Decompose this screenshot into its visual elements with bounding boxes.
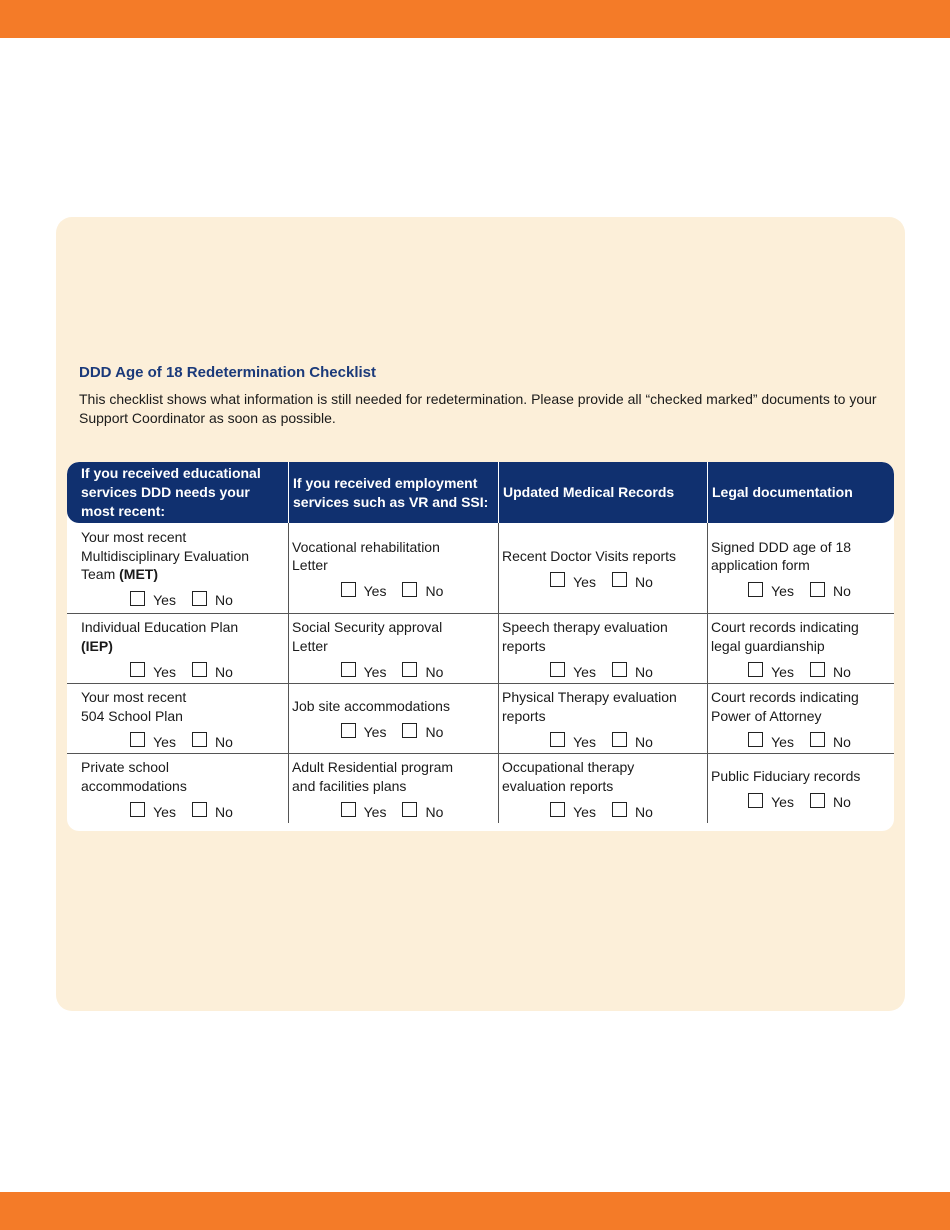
yes-checkbox[interactable] bbox=[550, 572, 565, 587]
yes-label: Yes bbox=[153, 663, 176, 680]
checklist-cell bbox=[498, 523, 707, 613]
checklist-cell bbox=[67, 683, 288, 753]
bottom-accent-bar bbox=[0, 1192, 950, 1230]
no-option[interactable] bbox=[810, 662, 851, 681]
yes-option[interactable] bbox=[341, 582, 387, 601]
yes-option[interactable] bbox=[550, 802, 596, 821]
yes-no-options bbox=[711, 793, 888, 812]
yes-no-options bbox=[81, 591, 282, 610]
no-option[interactable] bbox=[612, 732, 653, 751]
document-label: Your most recent Multidisciplinary Evaluation Team (MET) bbox=[81, 529, 250, 583]
yes-checkbox[interactable] bbox=[550, 662, 565, 677]
checklist-cell bbox=[707, 683, 894, 753]
table-row bbox=[67, 753, 894, 823]
document-label: Public Fiduciary records bbox=[711, 768, 861, 785]
checklist-cell bbox=[67, 753, 288, 823]
yes-label: Yes bbox=[771, 794, 794, 811]
yes-checkbox[interactable] bbox=[130, 591, 145, 606]
no-option[interactable] bbox=[612, 802, 653, 821]
header-medical: Updated Medical Records bbox=[498, 462, 707, 523]
yes-option[interactable] bbox=[748, 582, 794, 601]
checklist-cell bbox=[67, 523, 288, 613]
yes-label: Yes bbox=[153, 803, 176, 820]
no-option[interactable] bbox=[612, 662, 653, 681]
no-label: No bbox=[634, 663, 653, 680]
document-label: Occupational therapy evaluation reports bbox=[502, 759, 635, 794]
document-label: Private school accommodations bbox=[81, 759, 187, 794]
yes-option[interactable] bbox=[550, 572, 596, 591]
checklist-intro: This checklist shows what information is still needed for redetermination. Please provide all “checked marked” documents to your Support Coordinator as soon as possible. bbox=[79, 391, 877, 426]
checklist-title: DDD Age of 18 Redetermination Checklist bbox=[79, 364, 377, 381]
yes-label: Yes bbox=[363, 724, 387, 741]
yes-checkbox[interactable] bbox=[550, 802, 565, 817]
yes-no-options bbox=[502, 662, 701, 681]
yes-checkbox[interactable] bbox=[130, 732, 145, 747]
yes-option[interactable] bbox=[341, 662, 387, 681]
yes-checkbox[interactable] bbox=[341, 582, 356, 597]
table-row bbox=[67, 683, 894, 753]
yes-option[interactable] bbox=[130, 802, 176, 821]
yes-label: Yes bbox=[363, 663, 387, 680]
header-educational: If you received educational services DDD needs your most recent: bbox=[81, 465, 261, 519]
yes-label: Yes bbox=[363, 803, 387, 820]
yes-option[interactable] bbox=[748, 732, 794, 751]
no-checkbox[interactable] bbox=[402, 582, 417, 597]
yes-label: Yes bbox=[153, 733, 176, 750]
yes-label: Yes bbox=[771, 583, 794, 599]
yes-option[interactable] bbox=[748, 793, 794, 812]
document-label: Your most recent 504 School Plan bbox=[81, 689, 187, 724]
yes-option[interactable] bbox=[130, 591, 176, 610]
yes-checkbox[interactable] bbox=[748, 793, 763, 808]
no-checkbox[interactable] bbox=[402, 723, 417, 738]
no-option[interactable] bbox=[402, 582, 443, 601]
document-label: Social Security approval Letter bbox=[292, 619, 443, 654]
checklist-cell bbox=[288, 683, 498, 753]
document-label: Speech therapy evaluation reports bbox=[502, 619, 668, 654]
no-label: No bbox=[425, 663, 444, 680]
yes-no-options bbox=[711, 662, 888, 681]
yes-no-options bbox=[292, 723, 492, 742]
yes-label: Yes bbox=[573, 573, 596, 590]
yes-label: Yes bbox=[153, 592, 176, 609]
no-checkbox[interactable] bbox=[810, 662, 825, 677]
header-legal: Legal documentation bbox=[707, 462, 894, 523]
yes-no-options bbox=[711, 582, 888, 601]
checklist-cell bbox=[67, 613, 288, 683]
table-body bbox=[67, 523, 894, 823]
no-label: No bbox=[214, 733, 233, 750]
no-option[interactable] bbox=[192, 732, 233, 751]
yes-no-options bbox=[292, 582, 492, 601]
document-label: Individual Education Plan (IEP) bbox=[81, 619, 239, 654]
no-label: No bbox=[214, 803, 233, 820]
document-label: Court records indicating Power of Attorney bbox=[711, 689, 859, 724]
yes-no-options bbox=[81, 732, 282, 751]
no-option[interactable] bbox=[612, 572, 653, 591]
no-label: No bbox=[832, 663, 851, 680]
no-label: No bbox=[214, 663, 233, 680]
yes-no-options bbox=[502, 732, 701, 751]
no-label: No bbox=[425, 583, 444, 599]
yes-option[interactable] bbox=[748, 662, 794, 681]
yes-checkbox[interactable] bbox=[341, 662, 356, 677]
yes-checkbox[interactable] bbox=[748, 582, 763, 597]
no-option[interactable] bbox=[192, 802, 233, 821]
table-header bbox=[67, 462, 894, 523]
no-label: No bbox=[425, 803, 444, 820]
yes-option[interactable] bbox=[550, 662, 596, 681]
no-checkbox[interactable] bbox=[612, 732, 627, 747]
yes-checkbox[interactable] bbox=[341, 723, 356, 738]
document-label: Adult Residential program and facilities plans bbox=[292, 759, 454, 794]
checklist-cell bbox=[707, 613, 894, 683]
document-label: Job site accommodations bbox=[292, 698, 450, 715]
checklist-cell bbox=[288, 613, 498, 683]
no-label: No bbox=[425, 724, 444, 741]
table-row bbox=[67, 523, 894, 613]
yes-option[interactable] bbox=[130, 662, 176, 681]
yes-no-options bbox=[81, 802, 282, 821]
checklist-cell bbox=[498, 613, 707, 683]
yes-no-options bbox=[711, 732, 888, 751]
checklist-cell bbox=[498, 683, 707, 753]
yes-no-options bbox=[81, 662, 282, 681]
no-checkbox[interactable] bbox=[192, 591, 207, 606]
document-label: Signed DDD age of 18 application form bbox=[711, 538, 852, 573]
no-option[interactable] bbox=[810, 793, 851, 812]
no-label: No bbox=[634, 573, 653, 590]
yes-label: Yes bbox=[573, 803, 596, 820]
yes-checkbox[interactable] bbox=[130, 802, 145, 817]
yes-label: Yes bbox=[363, 583, 387, 599]
yes-option[interactable] bbox=[341, 723, 387, 742]
yes-no-options bbox=[502, 802, 701, 821]
no-checkbox[interactable] bbox=[810, 732, 825, 747]
yes-no-options bbox=[292, 802, 492, 821]
no-checkbox[interactable] bbox=[402, 662, 417, 677]
document-label: Vocational rehabilitation Letter bbox=[292, 538, 440, 573]
no-label: No bbox=[832, 794, 851, 811]
no-option[interactable] bbox=[192, 662, 233, 681]
yes-option[interactable] bbox=[550, 732, 596, 751]
no-option[interactable] bbox=[402, 723, 443, 742]
no-checkbox[interactable] bbox=[810, 793, 825, 808]
yes-checkbox[interactable] bbox=[748, 662, 763, 677]
no-label: No bbox=[832, 583, 851, 599]
no-checkbox[interactable] bbox=[192, 662, 207, 677]
yes-option[interactable] bbox=[130, 732, 176, 751]
yes-checkbox[interactable] bbox=[130, 662, 145, 677]
checklist-cell bbox=[707, 523, 894, 613]
yes-checkbox[interactable] bbox=[550, 732, 565, 747]
document-label: Physical Therapy evaluation reports bbox=[502, 689, 677, 724]
yes-checkbox[interactable] bbox=[748, 732, 763, 747]
no-option[interactable] bbox=[810, 732, 851, 751]
no-checkbox[interactable] bbox=[192, 802, 207, 817]
yes-checkbox[interactable] bbox=[341, 802, 356, 817]
yes-no-options bbox=[502, 572, 701, 591]
yes-label: Yes bbox=[573, 733, 596, 750]
top-accent-bar bbox=[0, 0, 950, 38]
checklist-cell bbox=[707, 753, 894, 823]
table-row bbox=[67, 613, 894, 683]
document-label: Court records indicating legal guardianship bbox=[711, 619, 859, 654]
no-label: No bbox=[832, 733, 851, 750]
no-option[interactable] bbox=[192, 591, 233, 610]
no-checkbox[interactable] bbox=[612, 662, 627, 677]
no-option[interactable] bbox=[810, 582, 851, 601]
header-employment: If you received employment services such as VR and SSI: bbox=[288, 462, 498, 523]
no-checkbox[interactable] bbox=[402, 802, 417, 817]
no-label: No bbox=[634, 803, 653, 820]
checklist-cell bbox=[288, 753, 498, 823]
no-checkbox[interactable] bbox=[612, 572, 627, 587]
no-label: No bbox=[634, 733, 653, 750]
yes-option[interactable] bbox=[341, 802, 387, 821]
yes-label: Yes bbox=[771, 733, 794, 750]
no-option[interactable] bbox=[402, 802, 443, 821]
no-checkbox[interactable] bbox=[192, 732, 207, 747]
no-option[interactable] bbox=[402, 662, 443, 681]
yes-label: Yes bbox=[573, 663, 596, 680]
yes-no-options bbox=[292, 662, 492, 681]
checklist-cell bbox=[288, 523, 498, 613]
checklist-table bbox=[67, 462, 894, 831]
checklist-cell bbox=[498, 753, 707, 823]
document-label: Recent Doctor Visits reports bbox=[502, 547, 677, 564]
no-label: No bbox=[214, 592, 233, 609]
no-checkbox[interactable] bbox=[612, 802, 627, 817]
no-checkbox[interactable] bbox=[810, 582, 825, 597]
yes-label: Yes bbox=[771, 663, 794, 680]
